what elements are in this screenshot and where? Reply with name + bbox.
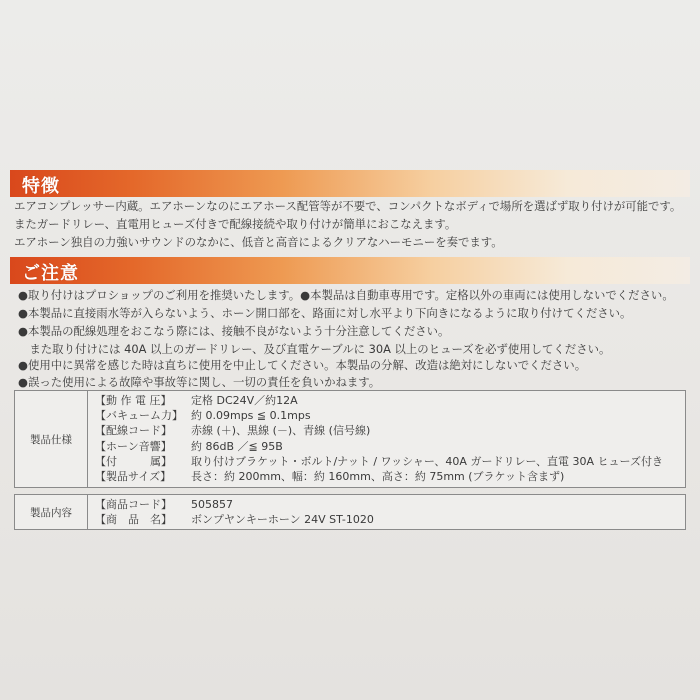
spec-row	[95, 423, 677, 438]
spec-row	[95, 439, 677, 454]
features-heading: 特徴	[22, 176, 60, 197]
spec-key: 【バキューム力】	[95, 409, 183, 423]
features-line: またガードリレー、直電用ヒューズ付きで配線接続や取り付けが簡単におこなえます。	[14, 217, 457, 231]
features-line: エアホーン独自の力強いサウンドのなかに、低音と高音によるクリアなハーモニーを奏でます。	[14, 235, 503, 249]
caution-line: ●誤った使用による故障や事故等に関し、一切の責任を負いかねます。	[18, 375, 381, 389]
contents-value: 505857	[191, 498, 233, 511]
spec-key: 【動 作 電 圧】	[95, 394, 172, 407]
contents-value: ボンプヤンキーホーン 24V ST-1020	[191, 513, 374, 527]
spec-key: 【ホーン音響】	[95, 439, 172, 453]
spec-row	[95, 408, 677, 423]
spec-value: 定格 DC24V／約12A	[191, 394, 298, 407]
spec-value: 取り付けブラケット・ボルト/ナット / ワッシャー、40A ガードリレー、直電 30A ヒューズ付き	[191, 454, 663, 468]
features-line: エアコンプレッサー内蔵。エアホーンなのにエアホース配管等が不要で、コンパクトなボディで場所を選ばず取り付けが可能です。	[14, 199, 682, 213]
specs-label: 製品仕様	[15, 391, 88, 487]
specs-table	[14, 390, 686, 488]
caution-line: ●本製品の配線処理をおこなう際には、接触不良がないよう十分注意してください。	[18, 324, 450, 338]
spec-value: 赤線 (＋)、黒線 (－)、青線 (信号線)	[191, 424, 371, 438]
spec-value: 約 86dB ／≦ 95B	[191, 439, 283, 453]
spec-key: 【製品サイズ】	[95, 470, 172, 484]
caution-line: また取り付けには 40A 以上のガードリレー、及び直電ケーブルに 30A 以上のヒューズを必ず使用してください。	[18, 342, 611, 356]
spec-value: 長さ：約 200mm、幅：約 160mm、高さ：約 75mm (ブラケット含まず)	[191, 470, 565, 484]
caution-line: ●本製品に直接雨水等が入らないよう、ホーン開口部を、路面に対し水平より下向きになるように取り付けてください。	[18, 306, 632, 320]
spec-key: 【配線コード】	[95, 424, 172, 438]
spec-row	[95, 469, 677, 484]
spec-key: 【付 属】	[95, 454, 172, 468]
contents-key: 【商 品 名】	[95, 513, 172, 527]
caution-header-band	[10, 257, 690, 284]
contents-label: 製品内容	[15, 495, 88, 529]
contents-table	[14, 494, 686, 530]
spec-value: 約 0.09mps ≦ 0.1mps	[191, 409, 311, 423]
contents-key: 【商品コード】	[95, 498, 172, 511]
caution-heading: ご注意	[22, 263, 79, 284]
caution-line: ●取り付けはプロショップのご利用を推奨いたします。●本製品は自動車専用です。定格以外の車両には使用しないでください。	[18, 288, 674, 302]
contents-row	[95, 512, 677, 527]
contents-row	[95, 497, 677, 512]
spec-row	[95, 454, 677, 469]
spec-row	[95, 393, 677, 408]
features-header-band	[10, 170, 690, 197]
caution-line: ●使用中に異常を感じた時は直ちに使用を中止してください。本製品の分解、改造は絶対にしないでください。	[18, 358, 587, 372]
